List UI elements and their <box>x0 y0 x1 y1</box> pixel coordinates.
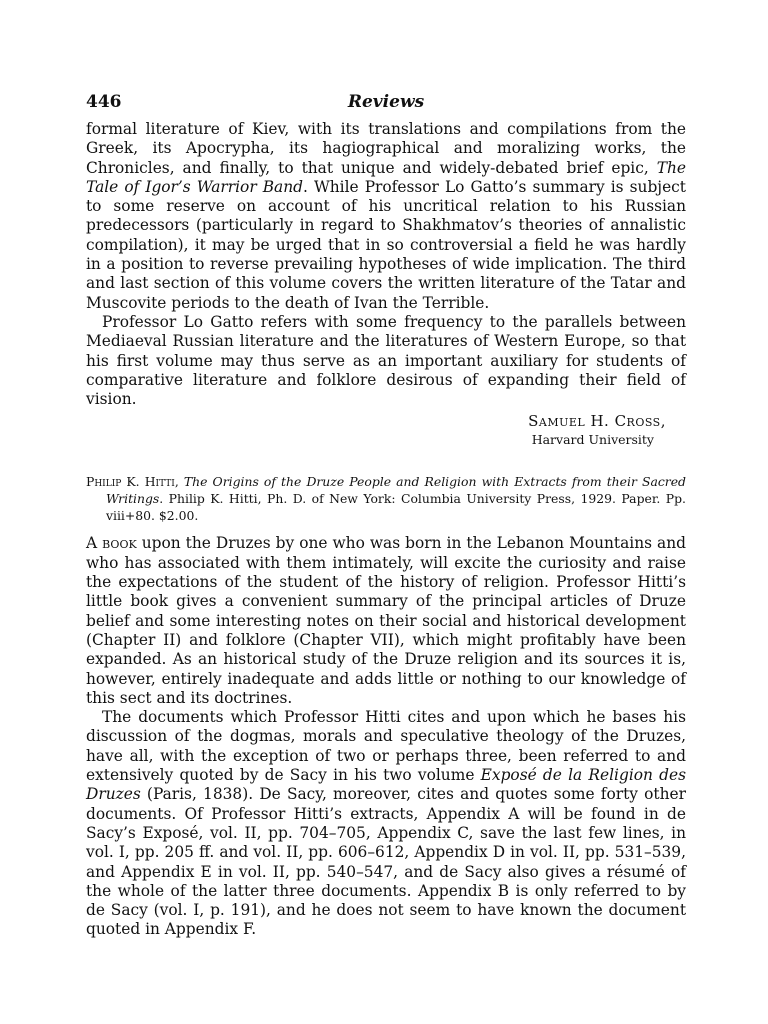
text-run: . Philip K. Hitti, Ph. D. of New York: Columbia University Press, 1929. Paper. Pp. viii+80. $2.00. <box>106 491 686 524</box>
text-run: (Paris, 1838). De Sacy, moreover, cites and quotes some forty other documents. Of Professor Hitti’s extracts, Appendix A will be found in de Sacy’s Exposé, vol. II, pp. 704–705, Appendix C, save the last few lines, in vol. I, pp. 205 ff. and vol. II, pp. 606–612, Appendix D in vol. II, pp. 531–539, and Appendix E in vol. II, pp. 540–547, and de Sacy also gives a résumé of the whole of the latter three documents. Appendix B is only referred to by de Sacy (vol. I, p. 191), and he does not seem to have known the document quoted in Appendix F. <box>86 785 686 939</box>
reviewer-name: Samuel H. Cross, <box>528 412 666 431</box>
text-run: The documents which Professor Hitti cites and upon which he bases his discussion of the dogmas, morals and speculative theology of the Druzes, have all, with the exception of two or perhaps three, been referred to and extensively quoted by de Sacy in his two volume <box>86 708 686 785</box>
review1-paragraph-1 <box>86 120 686 313</box>
page-header <box>86 92 686 120</box>
text-run: , <box>174 474 184 490</box>
book-citation <box>86 473 686 524</box>
page-number: 446 <box>86 92 122 112</box>
review2-paragraph-1 <box>86 534 686 708</box>
review-page <box>86 92 686 940</box>
italic-title: Exposé de la Religion des Druzes <box>86 766 686 804</box>
text-run: upon the Druzes by one who was born in the Lebanon Mountains and who has associated with them intimately, will excite the curiosity and raise the expectations of the student of the history of religion. Professor Hitti’s little book gives a convenient summary of the principal articles of Druze belief and some interesting notes on their social and historical development (Chapter II) and folklore (Chapter VII), which might profitably have been expanded. As an historical study of the Druze religion and its sources it is, however, entirely inadequate and adds little or nothing to our knowledge of this sect and its doctrines. <box>86 534 686 707</box>
small-caps-text: Philip K. Hitti <box>86 474 175 490</box>
text-run: formal literature of Kiev, with its translations and compilations from the Greek, its Apocrypha, its hagiographical and moralizing works, the Chronicles, and finally, to that unique and widely-debated brief epic, <box>86 120 686 177</box>
running-head: Reviews <box>347 92 425 112</box>
review2-paragraph-2 <box>86 708 686 940</box>
italic-title: The Origins of the Druze People and Religion with Extracts from their Sacred Writings <box>106 474 686 507</box>
text-run: . While Professor Lo Gatto’s summary is subject to some reserve on account of his uncritical relation to his Russian predecessors (particularly in regard to Shakhmatov’s theories of annalistic compilation), it may be urged that in so controversial a field he was hardly in a position to reverse prevailing hypotheses of wide implication. The third and last section of this volume covers the written literature of the Tatar and Muscovite periods to the death of Ivan the Terrible. <box>86 177 686 312</box>
italic-title: The Tale of Igor’s Warrior Band <box>86 158 686 196</box>
reviewer-institution: Harvard University <box>531 432 654 448</box>
review1-paragraph-2: Professor Lo Gatto refers with some frequency to the parallels between Mediaeval Russian literature and the literatures of Western Europe, so that his first volume may thus serve as an important auxiliary for students of comparative literature and folklore desirous of expanding their field of vision. <box>86 312 686 409</box>
reviewer-signature <box>86 412 686 447</box>
small-caps-text: A book <box>86 534 137 553</box>
